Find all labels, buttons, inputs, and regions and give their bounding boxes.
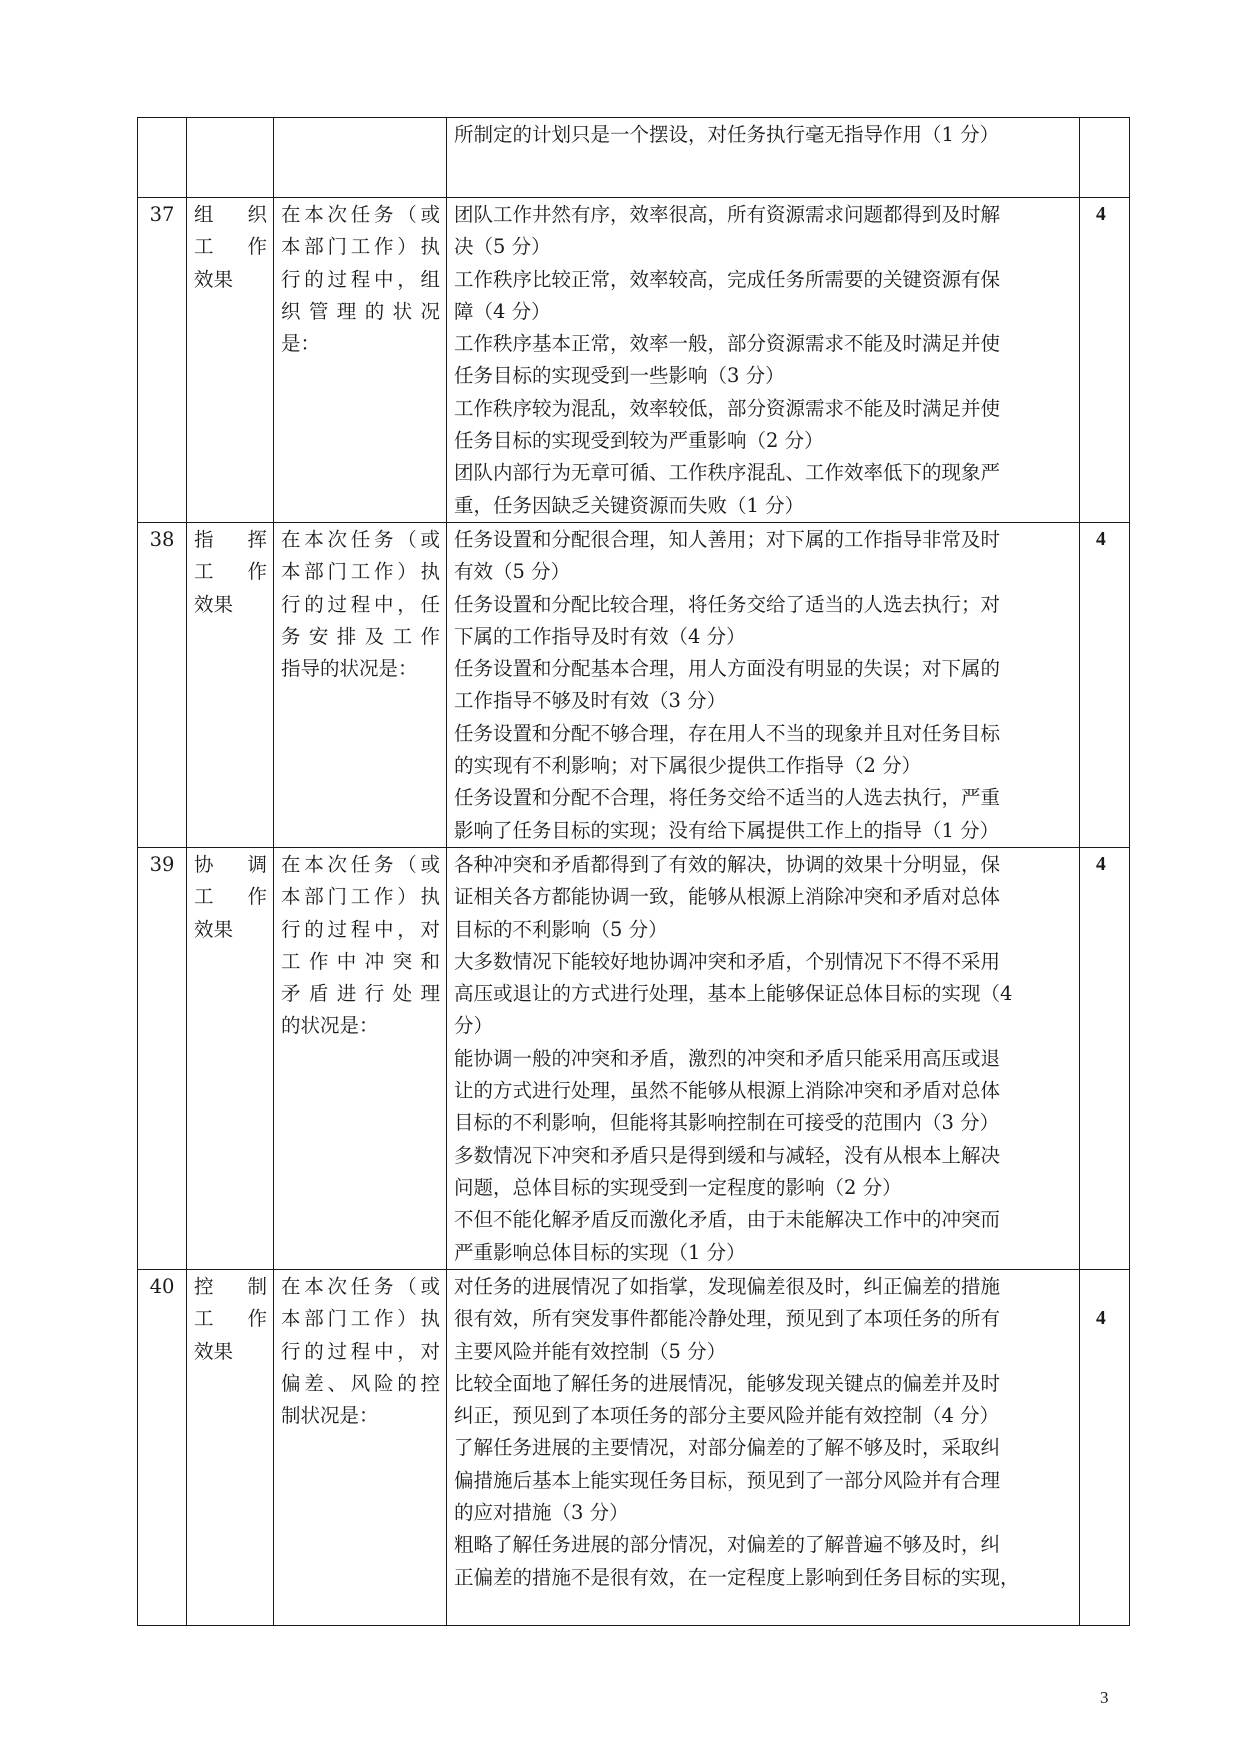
evaluation-item	[187, 118, 274, 198]
score-cell: 4	[1080, 523, 1130, 848]
question-line: 在本次任务（或	[281, 203, 440, 226]
evaluation-table	[137, 117, 1130, 1626]
scoring-criteria	[447, 523, 1080, 848]
question-line: 在本次任务（或	[281, 528, 440, 551]
question-line: 行的过程中，对	[281, 1339, 440, 1363]
criteria-line: 主要风险并能有效控制（5 分）	[454, 1339, 727, 1363]
criteria-line: 任务设置和分配基本合理，用人方面没有明显的失误；对下属的	[454, 657, 1001, 681]
evaluation-question	[274, 848, 447, 1270]
criteria-line: 任务设置和分配很合理，知人善用；对下属的工作指导非常及时	[454, 528, 1001, 551]
item-line: 效果	[194, 267, 234, 291]
question-line: 本部门工作）执	[281, 1307, 440, 1331]
table-row	[138, 198, 1130, 523]
question-line: 工作中冲突和	[281, 949, 440, 973]
evaluation-question	[274, 523, 447, 848]
criteria-line: 大多数情况下能较好地协调冲突和矛盾，个别情况下不得不采用	[454, 949, 1001, 973]
criteria-line: 分）	[454, 1014, 494, 1038]
criteria-line: 对任务的进展情况了如指掌，发现偏差很及时，纠正偏差的措施	[454, 1275, 1001, 1298]
criteria-line: 工作秩序比较正常，效率较高，完成任务所需要的关键资源有保	[454, 267, 1001, 291]
criteria-line: 影响了任务目标的实现；没有给下属提供工作上的指导（1 分）	[454, 818, 1000, 842]
question-line: 行的过程中，对	[281, 917, 440, 941]
item-char: 工	[194, 235, 214, 259]
criteria-line: 任务设置和分配不够合理，存在用人不当的现象并且对任务目标	[454, 721, 1001, 745]
question-line: 行的过程中，任	[281, 592, 440, 616]
item-line: 效果	[194, 917, 234, 941]
item-char: 组	[194, 203, 214, 226]
table-row	[138, 118, 1130, 198]
question-line: 行的过程中，组	[281, 267, 440, 291]
criteria-line: 不但不能化解矛盾反而激化矛盾，由于未能解决工作中的冲突而	[454, 1208, 1001, 1232]
table-body	[138, 118, 1130, 1626]
criteria-line: 任务目标的实现受到较为严重影响（2 分）	[454, 429, 824, 453]
item-char: 控	[194, 1275, 214, 1298]
criteria-line: 的应对措施（3 分）	[454, 1501, 629, 1525]
item-char: 调	[247, 853, 267, 876]
criteria-line: 有效（5 分）	[454, 560, 571, 584]
evaluation-item	[187, 1270, 274, 1626]
criteria-line: 了解任务进展的主要情况，对部分偏差的了解不够及时，采取纠	[454, 1436, 1001, 1460]
criteria-line: 任务设置和分配比较合理，将任务交给了适当的人选去执行；对	[454, 592, 1001, 616]
criteria-line: 工作指导不够及时有效（3 分）	[454, 689, 727, 713]
score-cell: 4	[1080, 1270, 1130, 1626]
item-line	[194, 556, 267, 588]
question-line: 是：	[281, 332, 321, 356]
row-number	[138, 118, 187, 198]
item-char: 工	[194, 1307, 214, 1331]
table-row	[138, 523, 1130, 848]
item-char: 作	[247, 560, 267, 584]
item-char: 织	[247, 203, 267, 226]
item-line: 效果	[194, 1339, 234, 1363]
question-line: 织管理的状况	[281, 299, 440, 323]
evaluation-question	[274, 1270, 447, 1626]
item-char: 指	[194, 528, 214, 551]
criteria-line: 目标的不利影响（5 分）	[454, 917, 668, 941]
criteria-line: 目标的不利影响，但能将其影响控制在可接受的范围内（3 分）	[454, 1111, 1000, 1135]
criteria-line: 决（5 分）	[454, 235, 551, 259]
criteria-line: 团队工作井然有序，效率很高，所有资源需求问题都得到及时解	[454, 203, 1001, 226]
criteria-line: 的实现有不利影响；对下属很少提供工作指导（2 分）	[454, 754, 922, 778]
criteria-line: 偏措施后基本上能实现任务目标，预见到了一部分风险并有合理	[454, 1468, 1001, 1492]
criteria-line: 比较全面地了解任务的进展情况，能够发现关键点的偏差并及时	[454, 1371, 1001, 1395]
criteria-line: 粗略了解任务进展的部分情况，对偏差的了解普遍不够及时，纠	[454, 1533, 1001, 1557]
score-cell: 4	[1080, 198, 1130, 523]
question-line: 本部门工作）执	[281, 235, 440, 259]
question-line: 偏差、风险的控	[281, 1371, 440, 1395]
item-line	[194, 199, 267, 231]
criteria-line: 各种冲突和矛盾都得到了有效的解决，协调的效果十分明显，保	[454, 853, 1001, 876]
row-number: 39	[138, 848, 187, 1270]
evaluation-item	[187, 523, 274, 848]
item-char: 协	[194, 853, 214, 876]
item-char: 作	[247, 235, 267, 259]
scoring-criteria	[447, 118, 1080, 198]
row-number: 38	[138, 523, 187, 848]
evaluation-item	[187, 198, 274, 523]
table-row	[138, 848, 1130, 1270]
criteria-line: 任务设置和分配不合理，将任务交给不适当的人选去执行，严重	[454, 786, 1001, 810]
scoring-criteria	[447, 198, 1080, 523]
item-line	[194, 1271, 267, 1303]
question-line: 务安排及工作	[281, 624, 440, 648]
item-line: 效果	[194, 592, 234, 616]
criteria-line: 多数情况下冲突和矛盾只是得到缓和与减轻，没有从根本上解决	[454, 1143, 1001, 1167]
criteria-line: 任务目标的实现受到一些影响（3 分）	[454, 364, 785, 388]
evaluation-question	[274, 198, 447, 523]
criteria-line: 工作秩序较为混乱，效率较低，部分资源需求不能及时满足并使	[454, 396, 1001, 420]
criteria-line: 很有效，所有突发事件都能冷静处理，预见到了本项任务的所有	[454, 1307, 1001, 1331]
scoring-criteria	[447, 1270, 1080, 1626]
item-char: 工	[194, 885, 214, 909]
criteria-line: 工作秩序基本正常，效率一般，部分资源需求不能及时满足并使	[454, 332, 1001, 356]
question-line: 的状况是：	[281, 1014, 379, 1038]
score-cell	[1080, 118, 1130, 198]
item-char: 工	[194, 560, 214, 584]
criteria-line: 高压或退让的方式进行处理，基本上能够保证总体目标的实现（4	[454, 982, 1013, 1006]
page-number: 3	[1100, 1688, 1109, 1707]
question-line: 制状况是：	[281, 1404, 379, 1428]
criteria-line: 所制定的计划只是一个摆设，对任务执行毫无指导作用（1 分）	[454, 123, 1000, 146]
item-char: 制	[247, 1275, 267, 1298]
question-line: 指导的状况是：	[281, 657, 418, 681]
question-line: 本部门工作）执	[281, 885, 440, 909]
question-line: 矛盾进行处理	[281, 982, 440, 1006]
question-line: 本部门工作）执	[281, 560, 440, 584]
item-line	[194, 881, 267, 913]
item-line	[194, 524, 267, 556]
table-row	[138, 1270, 1130, 1626]
evaluation-item	[187, 848, 274, 1270]
criteria-line: 证相关各方都能协调一致，能够从根源上消除冲突和矛盾对总体	[454, 885, 1001, 909]
item-line	[194, 849, 267, 881]
item-char: 作	[247, 1307, 267, 1331]
criteria-line: 能协调一般的冲突和矛盾，激烈的冲突和矛盾只能采用高压或退	[454, 1046, 1001, 1070]
criteria-line: 正偏差的措施不是很有效，在一定程度上影响到任务目标的实现，	[454, 1565, 1020, 1589]
question-line: 在本次任务（或	[281, 853, 440, 876]
criteria-line: 下属的工作指导及时有效（4 分）	[454, 624, 746, 648]
row-number: 40	[138, 1270, 187, 1626]
item-line	[194, 231, 267, 263]
item-char: 挥	[247, 528, 267, 551]
criteria-line: 纠正，预见到了本项任务的部分主要风险并能有效控制（4 分）	[454, 1404, 1000, 1428]
row-number: 37	[138, 198, 187, 523]
scoring-criteria	[447, 848, 1080, 1270]
criteria-line: 问题，总体目标的实现受到一定程度的影响（2 分）	[454, 1175, 902, 1199]
evaluation-question	[274, 118, 447, 198]
score-cell: 4	[1080, 848, 1130, 1270]
criteria-line: 团队内部行为无章可循、工作秩序混乱、工作效率低下的现象严	[454, 461, 1001, 485]
question-line: 在本次任务（或	[281, 1275, 440, 1298]
item-line	[194, 1303, 267, 1335]
criteria-line: 障（4 分）	[454, 299, 551, 323]
criteria-line: 重，任务因缺乏关键资源而失败（1 分）	[454, 493, 805, 517]
criteria-line: 严重影响总体目标的实现（1 分）	[454, 1240, 746, 1264]
item-char: 作	[247, 885, 267, 909]
criteria-line: 让的方式进行处理，虽然不能够从根源上消除冲突和矛盾对总体	[454, 1079, 1001, 1103]
